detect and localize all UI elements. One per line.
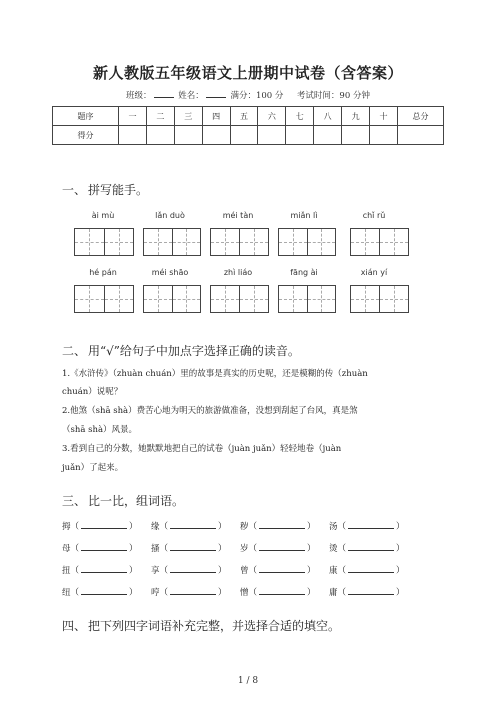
exam-title: 新人教版五年级语文上册期中试卷（含答案）	[92, 64, 403, 82]
char: 纽	[62, 588, 71, 598]
answer-blank[interactable]	[170, 585, 216, 595]
pinyin-label: méi shāo	[151, 268, 189, 277]
char: 搔	[151, 544, 160, 554]
question-line: chuán）说呢？	[62, 387, 123, 397]
score-cell[interactable]	[230, 126, 258, 145]
score-header-cell: 四	[202, 107, 230, 126]
score-header-cell: 九	[342, 107, 370, 126]
name-label: 姓名：	[178, 91, 204, 101]
score-cell[interactable]	[398, 126, 444, 145]
char: 缘	[151, 522, 160, 532]
question-line: 3.看到自己的分数，她默默地把自己的试卷（juàn juǎn）轻轻地卷（juàn	[62, 444, 342, 454]
section-title: 比一比，组词语。	[88, 494, 185, 508]
section-1-heading	[62, 181, 148, 198]
exam-time: 考试时间：90 分钟	[296, 91, 370, 101]
score-header-cell: 题序	[53, 107, 119, 126]
writing-grid[interactable]	[74, 228, 134, 256]
score-cell[interactable]	[370, 126, 398, 145]
class-blank	[154, 89, 174, 98]
score-cell[interactable]	[286, 126, 314, 145]
score-header-cell: 一	[119, 107, 147, 126]
char: 享	[151, 566, 160, 576]
word-row: 拇 （ ） 缘 （ ） 秽 （ ） 汤 （ ）	[62, 519, 418, 532]
writing-grid[interactable]	[350, 285, 409, 313]
score-header-cell: 二	[146, 107, 174, 126]
section-number: 三、	[62, 494, 87, 508]
score-header-cell: 三	[174, 107, 202, 126]
answer-blank[interactable]	[81, 519, 127, 529]
question-line: 1.《水浒传》（zhuàn chuán）里的故事是真实的历史呢，还是模糊的传（zhuàn	[62, 369, 368, 379]
answer-blank[interactable]	[348, 585, 394, 595]
score-header-cell: 五	[230, 107, 258, 126]
char: 曾	[240, 566, 249, 576]
answer-blank[interactable]	[348, 541, 394, 551]
section-2-heading	[62, 342, 300, 359]
exam-info	[0, 89, 496, 101]
answer-blank[interactable]	[170, 519, 216, 529]
writing-grid[interactable]	[210, 285, 269, 313]
score-cell[interactable]	[258, 126, 286, 145]
writing-grid[interactable]	[74, 285, 134, 313]
score-cell[interactable]	[342, 126, 370, 145]
pinyin-label: fāng ài	[290, 268, 318, 277]
answer-blank[interactable]	[81, 585, 127, 595]
answer-blank[interactable]	[170, 541, 216, 551]
pinyin-label: xián yí	[360, 268, 388, 277]
writing-grid[interactable]	[143, 285, 201, 313]
score-cell[interactable]	[119, 126, 147, 145]
answer-blank[interactable]	[170, 563, 216, 573]
word-row: 扭 （ ） 享 （ ） 曾 （ ） 康 （ ）	[62, 563, 418, 576]
char: 康	[329, 566, 338, 576]
answer-blank[interactable]	[81, 541, 127, 551]
char: 秽	[240, 522, 249, 532]
section-number: 一、	[62, 183, 87, 197]
char: 憎	[240, 588, 249, 598]
question-line: juǎn）了起来。	[62, 463, 124, 473]
score-header-cell: 八	[314, 107, 342, 126]
pinyin-label: ài mù	[91, 211, 115, 220]
score-table-score-row	[53, 126, 444, 145]
word-row: 纽 （ ） 哼 （ ） 憎 （ ） 庸 （ ）	[62, 585, 418, 598]
section-title: 拼写能手。	[88, 183, 149, 197]
answer-blank[interactable]	[259, 541, 305, 551]
word-row: 母 （ ） 搔 （ ） 岁 （ ） 烫 （ ）	[62, 541, 418, 554]
section-number: 二、	[62, 344, 87, 358]
pinyin-label: méi tàn	[222, 211, 254, 220]
score-table	[52, 106, 444, 145]
writing-grid[interactable]	[278, 285, 336, 313]
score-cell[interactable]	[174, 126, 202, 145]
char: 汤	[329, 522, 338, 532]
score-header-cell: 七	[286, 107, 314, 126]
answer-blank[interactable]	[81, 563, 127, 573]
char: 扭	[62, 566, 71, 576]
section-3-heading	[62, 492, 184, 509]
score-cell[interactable]	[314, 126, 342, 145]
char: 哼	[151, 588, 160, 598]
pinyin-label: lǎn duò	[155, 211, 185, 220]
score-header-cell: 十	[370, 107, 398, 126]
score-cell[interactable]	[146, 126, 174, 145]
answer-blank[interactable]	[259, 585, 305, 595]
score-cell[interactable]	[202, 126, 230, 145]
char: 庸	[329, 588, 338, 598]
question-line: 2.他煞（shā shà）费苦心地为明天的旅游做准备，没想到刮起了台风，真是煞	[62, 406, 358, 416]
score-table-header-row	[53, 107, 444, 126]
char: 岁	[240, 544, 249, 554]
score-row-label: 得分	[53, 126, 119, 145]
answer-blank[interactable]	[348, 519, 394, 529]
writing-grid[interactable]	[278, 228, 336, 256]
class-label: 班级：	[126, 91, 152, 101]
answer-blank[interactable]	[259, 519, 305, 529]
page-number: 1 / 8	[237, 676, 259, 686]
char: 母	[62, 544, 71, 554]
pinyin-label: hé pán	[89, 268, 117, 277]
score-header-cell: 总分	[398, 107, 444, 126]
section-4-heading	[62, 617, 340, 634]
pinyin-label: miǎn lì	[290, 211, 318, 220]
pinyin-label: zhì liáo	[223, 268, 253, 277]
name-blank	[206, 89, 226, 98]
section-title: 用“√”给句子中加点字选择正确的读音。	[88, 344, 300, 358]
answer-blank[interactable]	[348, 563, 394, 573]
section-title: 把下列四字词语补充完整，并选择合适的填空。	[88, 619, 341, 633]
char: 拇	[62, 522, 71, 532]
writing-grid[interactable]	[210, 228, 269, 256]
writing-grid[interactable]	[143, 228, 201, 256]
answer-blank[interactable]	[259, 563, 305, 573]
question-line: （shā shà）风景。	[62, 425, 138, 435]
section-number: 四、	[62, 619, 87, 633]
full-score: 满分：100 分	[230, 91, 284, 101]
writing-grid[interactable]	[350, 228, 409, 256]
pinyin-label: chǐ rǔ	[362, 211, 386, 220]
score-header-cell: 六	[258, 107, 286, 126]
char: 烫	[329, 544, 338, 554]
